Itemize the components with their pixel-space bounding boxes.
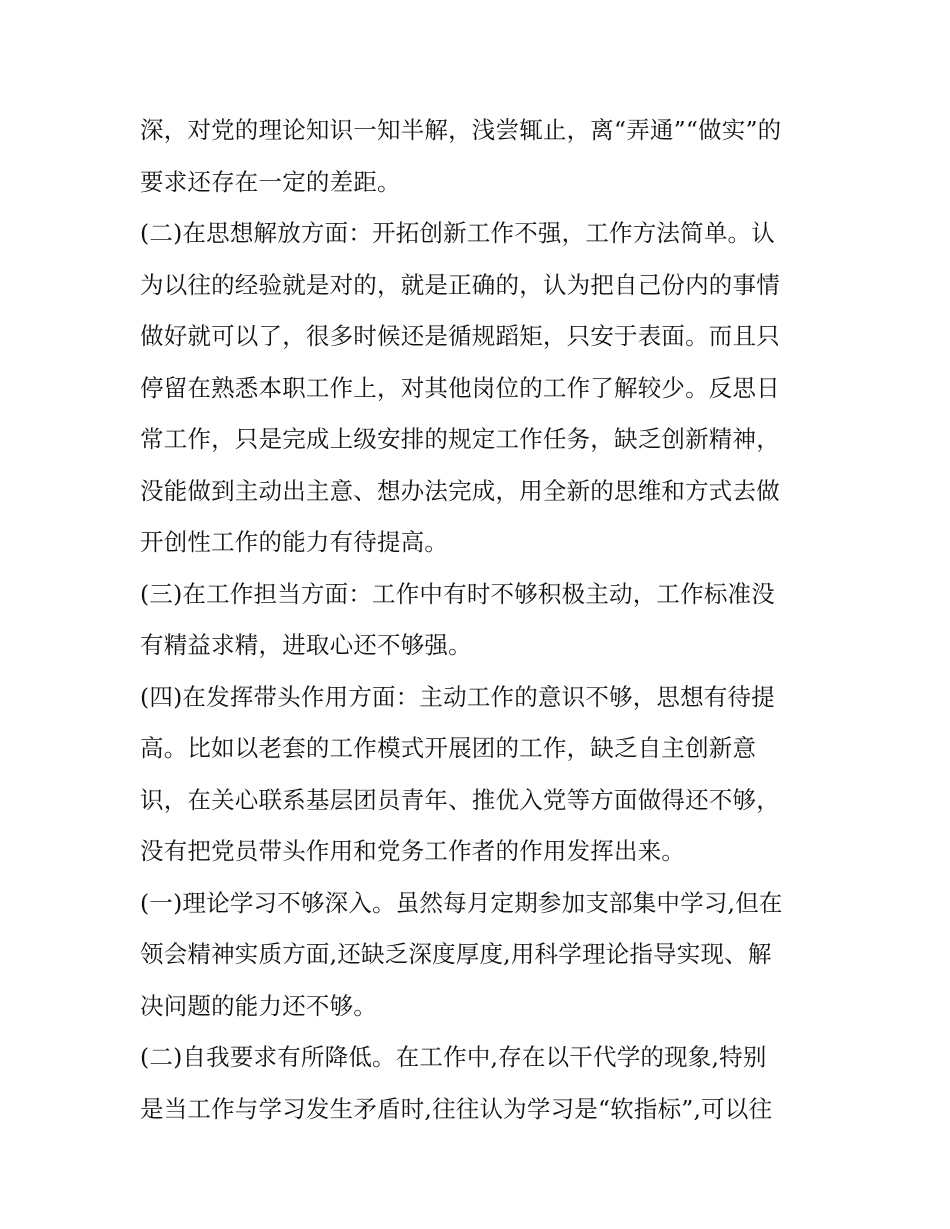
text-line: 开创性工作的能力有待提高。 <box>140 528 449 556</box>
text-line: (三)在工作担当方面：工作中有时不够积极主动，工作标准没 <box>140 579 775 608</box>
text-line: (二)自我要求有所降低。在工作中,存在以干代学的现象,特别 <box>140 1043 767 1071</box>
text-line: (二)在思想解放方面：开拓创新工作不强，工作方法简单。认 <box>140 219 775 247</box>
document-page <box>140 105 810 1135</box>
text-line: (四)在发挥带头作用方面：主动工作的意识不够，思想有待提 <box>140 682 775 711</box>
text-line: 高。比如以老套的工作模式开展团的工作，缺乏自主创新意 <box>140 734 757 762</box>
text-line: 没能做到主动出主意、想办法完成，用全新的思维和方式去做 <box>140 476 780 505</box>
text-line: 停留在熟悉本职工作上，对其他岗位的工作了解较少。反思日 <box>140 373 780 402</box>
text-line: 决问题的能力还不够。 <box>140 991 377 1020</box>
text-line: 要求还存在一定的差距。 <box>140 167 401 196</box>
text-line: 常工作，只是完成上级安排的规定工作任务，缺乏创新精神， <box>140 425 780 453</box>
text-line: 为以往的经验就是对的，就是正确的，认为把自己份内的事情 <box>140 270 780 299</box>
text-line: 领会精神实质方面,还缺乏深度厚度,用科学理论指导实现、解 <box>140 940 772 968</box>
text-line: 识，在关心联系基层团员青年、推优入党等方面做得还不够， <box>140 785 780 814</box>
text-line: (一)理论学习不够深入。虽然每月定期参加支部集中学习,但在 <box>140 888 783 917</box>
text-line: 做好就可以了，很多时候还是循规蹈矩，只安于表面。而且只 <box>140 322 780 350</box>
text-line: 有精益求精，进取心还不够强。 <box>140 631 472 659</box>
text-line: 深，对党的理论知识一知半解，浅尝辄止，离“弄通”“做实”的 <box>140 116 782 144</box>
text-line: 没有把党员带头作用和党务工作者的作用发挥出来。 <box>140 837 686 865</box>
text-line: 是当工作与学习发生矛盾时,往往认为学习是“软指标”,可以往 <box>140 1094 773 1123</box>
